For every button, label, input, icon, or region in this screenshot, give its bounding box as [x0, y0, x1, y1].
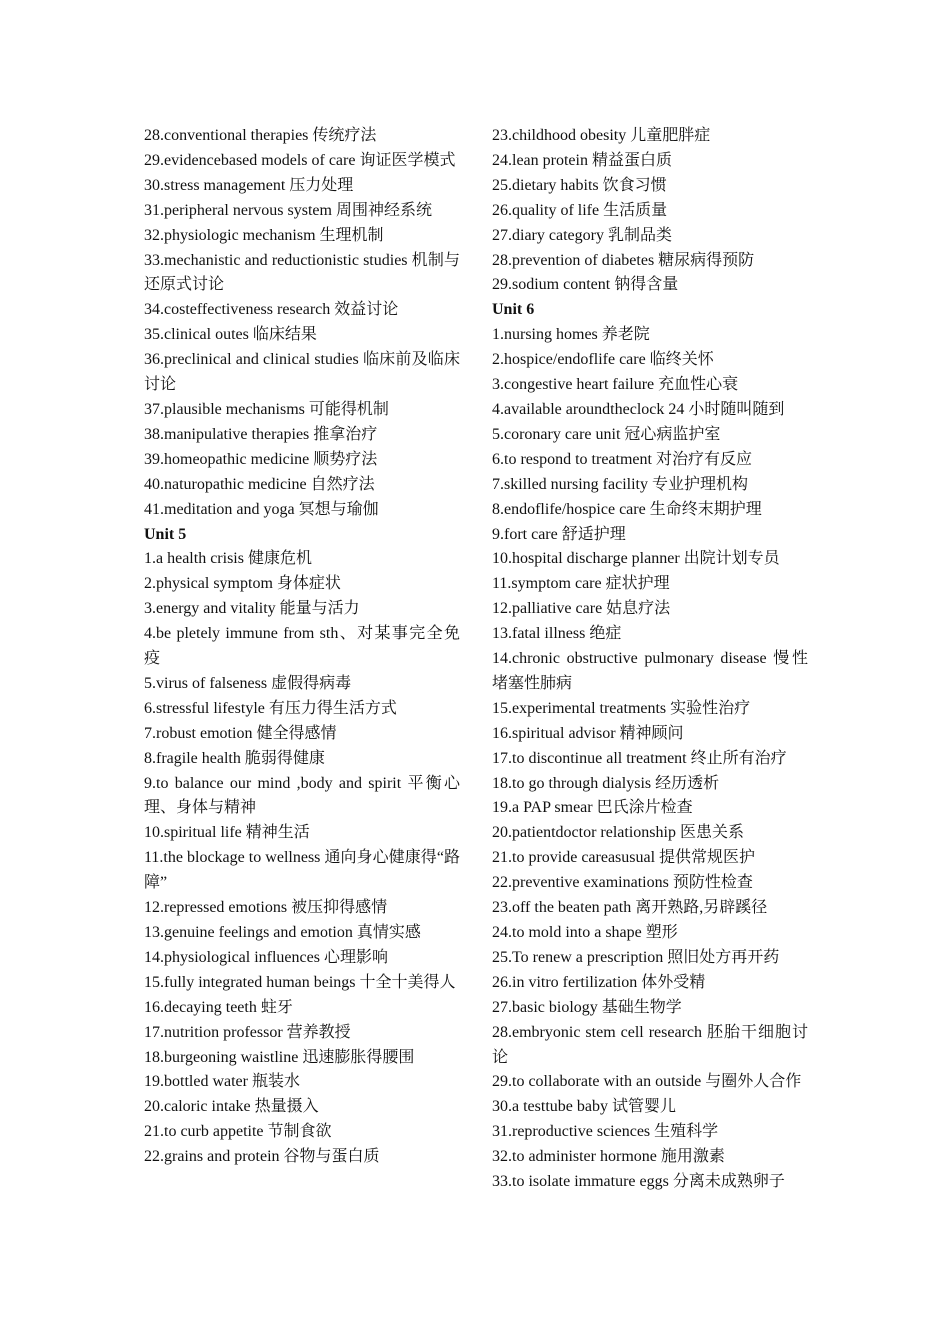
vocabulary-entry: 20.patientdoctor relationship 医患关系: [492, 824, 744, 842]
vocabulary-entry: 1.a health crisis 健康危机: [144, 550, 312, 568]
vocabulary-entry: 25.To renew a prescription 照旧处方再开药: [492, 948, 780, 966]
vocabulary-entry: 8.fragile health 脆弱得健康: [144, 749, 325, 767]
vocabulary-entry: 8.endoflife/hospice care 生命终末期护理: [492, 500, 762, 518]
vocabulary-entry: 7.robust emotion 健全得感情: [144, 724, 337, 742]
vocabulary-entry: 4.be pletely immune from sth、对某事完全免疫: [144, 625, 460, 668]
vocabulary-entry: 32.physiologic mechanism 生理机制: [144, 226, 384, 244]
vocabulary-entry: 38.manipulative therapies 推拿治疗: [144, 425, 378, 443]
vocabulary-entry: 26.in vitro fertilization 体外受精: [492, 973, 706, 991]
vocabulary-entry: 2.hospice/endoflife care 临终关怀: [492, 351, 714, 369]
vocabulary-entry: 3.congestive heart failure 充血性心衰: [492, 376, 739, 394]
vocabulary-entry: 5.coronary care unit 冠心病监护室: [492, 425, 721, 443]
vocabulary-entry: 18.burgeoning waistline 迅速膨胀得腰围: [144, 1048, 415, 1066]
vocabulary-entry: 1.nursing homes 养老院: [492, 326, 650, 344]
vocabulary-entry: 15.fully integrated human beings 十全十美得人: [144, 973, 456, 991]
vocabulary-entry: 30.a testtube baby 试管婴儿: [492, 1098, 676, 1116]
vocabulary-entry: 23.childhood obesity 儿童肥胖症: [492, 127, 711, 144]
vocabulary-entry: 9.fort care 舒适护理: [492, 525, 626, 543]
vocabulary-entry: 4.available aroundtheclock 24 小时随叫随到: [492, 400, 785, 418]
vocabulary-entry: 26.quality of life 生活质量: [492, 201, 668, 219]
vocabulary-entry: 27.diary category 乳制品类: [492, 226, 672, 244]
vocabulary-entry: 22.preventive examinations 预防性检查: [492, 874, 753, 892]
vocabulary-entry: 22.grains and protein 谷物与蛋白质: [144, 1148, 380, 1166]
vocabulary-entry: 33.mechanistic and reductionistic studies 机制与还原式讨论: [144, 251, 460, 294]
vocabulary-entry: 29.to collaborate with an outside 与圈外人合作: [492, 1073, 802, 1091]
vocabulary-entry: 16.spiritual advisor 精神顾问: [492, 724, 684, 742]
vocabulary-entry: 31.peripheral nervous system 周围神经系统: [144, 201, 432, 219]
vocabulary-entry: 31.reproductive sciences 生殖科学: [492, 1123, 719, 1141]
vocabulary-entry: 3.energy and vitality 能量与活力: [144, 600, 360, 618]
vocabulary-entry: 35.clinical outes 临床结果: [144, 326, 317, 344]
vocabulary-entry: 27.basic biology 基础生物学: [492, 998, 682, 1016]
vocabulary-entry: 6.stressful lifestyle 有压力得生活方式: [144, 699, 397, 717]
vocabulary-entry: 28.conventional therapies 传统疗法: [144, 127, 377, 144]
vocabulary-entry: 19.a PAP smear 巴氏涂片检查: [492, 799, 693, 817]
vocabulary-entry: 29.evidencebased models of care 询证医学模式: [144, 151, 456, 169]
vocabulary-entry: 23.off the beaten path 离开熟路,另辟蹊径: [492, 899, 768, 917]
vocabulary-entry: 25.dietary habits 饮食习惯: [492, 176, 667, 194]
left-column: [144, 124, 460, 1170]
vocabulary-entry: 39.homeopathic medicine 顺势疗法: [144, 450, 378, 468]
vocabulary-entry: 16.decaying teeth 蛀牙: [144, 998, 293, 1016]
vocabulary-entry: 10.hospital discharge planner 出院计划专员: [492, 550, 780, 568]
vocabulary-entry: 37.plausible mechanisms 可能得机制: [144, 400, 389, 418]
vocabulary-entry: 24.lean protein 精益蛋白质: [492, 151, 672, 169]
vocabulary-entry: 28.prevention of diabetes 糖尿病得预防: [492, 251, 755, 269]
vocabulary-entry: 28.embryonic stem cell research 胚胎干细胞讨论: [492, 1023, 808, 1066]
vocabulary-entry: 11.symptom care 症状护理: [492, 575, 670, 593]
vocabulary-entry: 2.physical symptom 身体症状: [144, 575, 341, 593]
vocabulary-entry: 32.to administer hormone 施用激素: [492, 1148, 725, 1166]
vocabulary-entry: 29.sodium content 钠得含量: [492, 276, 679, 294]
vocabulary-entry: 34.costeffectiveness research 效益讨论: [144, 301, 399, 319]
vocabulary-entry: 6.to respond to treatment 对治疗有反应: [492, 450, 752, 468]
vocabulary-entry: 5.virus of falseness 虚假得病毒: [144, 674, 352, 692]
vocabulary-entry: 12.palliative care 姑息疗法: [492, 600, 671, 618]
vocabulary-entry: 41.meditation and yoga 冥想与瑜伽: [144, 500, 379, 518]
vocabulary-entry: 19.bottled water 瓶装水: [144, 1073, 300, 1091]
vocabulary-entry: 17.nutrition professor 营养教授: [144, 1023, 351, 1041]
vocabulary-entry: 15.experimental treatments 实验性治疗: [492, 699, 751, 717]
vocabulary-entry: 40.naturopathic medicine 自然疗法: [144, 475, 375, 493]
vocabulary-entry: 10.spiritual life 精神生活: [144, 824, 310, 842]
right-column: [492, 124, 808, 1195]
vocabulary-entry: 24.to mold into a shape 塑形: [492, 924, 678, 941]
vocabulary-entry: 33.to isolate immature eggs 分离未成熟卵子: [492, 1173, 785, 1191]
vocabulary-entry: 14.chronic obstructive pulmonary disease 慢性堵塞性肺病: [492, 650, 808, 692]
vocabulary-entry: 12.repressed emotions 被压抑得感情: [144, 899, 388, 917]
vocabulary-entry: 36.preclinical and clinical studies 临床前及临床讨论: [144, 351, 460, 394]
unit-heading: Unit 5: [144, 525, 187, 543]
vocabulary-entry: 7.skilled nursing facility 专业护理机构: [492, 475, 748, 493]
vocabulary-entry: 13.fatal illness 绝症: [492, 625, 622, 643]
vocabulary-entry: 18.to go through dialysis 经历透析: [492, 774, 720, 792]
unit-heading: Unit 6: [492, 301, 535, 319]
vocabulary-entry: 20.caloric intake 热量摄入: [144, 1098, 319, 1116]
vocabulary-entry: 9.to balance our mind ,body and spirit 平衡心理、身体与精神: [144, 774, 460, 817]
vocabulary-entry: 17.to discontinue all treatment 终止所有治疗: [492, 749, 787, 767]
vocabulary-entry: 13.genuine feelings and emotion 真情实感: [144, 924, 421, 941]
vocabulary-entry: 14.physiological influences 心理影响: [144, 948, 388, 966]
vocabulary-entry: 30.stress management 压力处理: [144, 176, 354, 194]
vocabulary-entry: 21.to provide careasusual 提供常规医护: [492, 849, 756, 867]
vocabulary-entry: 11.the blockage to wellness 通向身心健康得“路障”: [144, 849, 460, 892]
vocabulary-entry: 21.to curb appetite 节制食欲: [144, 1123, 332, 1141]
